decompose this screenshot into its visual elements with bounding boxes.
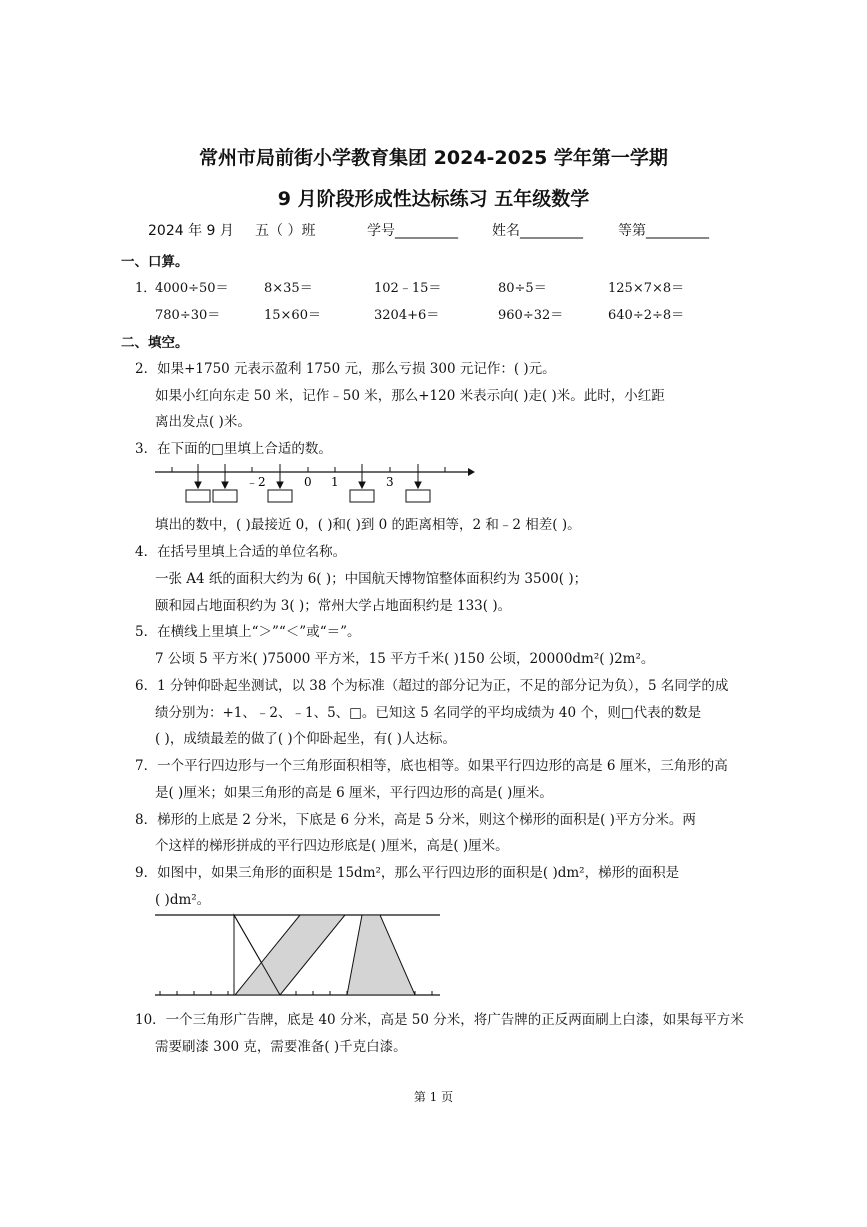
question-3-line-1: 3．在下面的□里填上合适的数。 xyxy=(135,441,332,457)
question-8-line-2: 个这样的梯形拼成的平行四边形底是( )厘米，高是( )厘米。 xyxy=(155,838,509,854)
answer-box xyxy=(186,490,210,502)
exam-date: 2024 年 9 月 xyxy=(148,223,234,239)
tick-label: 1 xyxy=(331,475,339,489)
mental-calc-item: 4000÷50＝ xyxy=(155,281,229,296)
question-number: 1． xyxy=(135,281,157,296)
question-5-line-2: 7 公顷 5 平方米( )75000 平方米，15 平方千米( )150 公顷，20000dm²( )2m²。 xyxy=(155,651,655,667)
page-number: 第 1 页 xyxy=(413,1090,454,1104)
mental-calc-item: 125×7×8＝ xyxy=(608,281,685,296)
mental-calc-item: 15×60＝ xyxy=(264,308,321,323)
section-heading-2: 二、填空。 xyxy=(121,335,189,351)
class-field: 五（ ）班 xyxy=(255,223,316,239)
question-2-line-1: 2．如果+1750 元表示盈利 1750 元，那么亏损 300 元记作：( )元。 xyxy=(135,361,556,377)
down-arrow-icon xyxy=(195,482,201,488)
student-number-field: 学号_________ xyxy=(367,223,458,239)
answer-box xyxy=(213,490,237,502)
down-arrow-icon xyxy=(359,482,365,488)
geometry-figure xyxy=(150,910,445,1000)
question-7-line-2: 是( )厘米；如果三角形的高是 6 厘米，平行四边形的高是( )厘米。 xyxy=(155,785,553,801)
question-9-line-1: 9．如图中，如果三角形的面积是 15dm²，那么平行四边形的面积是( )dm²，梯形的面积是 xyxy=(135,865,680,881)
answer-box xyxy=(350,490,374,502)
page-subtitle: 9 月阶段形成性达标练习 五年级数学 xyxy=(277,188,590,210)
mental-calc-item: 3204+6＝ xyxy=(374,308,440,323)
question-2-line-2: 如果小红向东走 50 米，记作﹣50 米，那么+120 米表示向( )走( )米。此时，小红距 xyxy=(155,388,665,404)
mental-calc-item: 80÷5＝ xyxy=(498,281,547,296)
trapezoid-shape xyxy=(347,915,415,995)
question-3-line-2: 填出的数中，( )最接近 0，( )和( )到 0 的距离相等，2 和﹣2 相差( )。 xyxy=(155,517,581,533)
question-7-line-1: 7．一个平行四边形与一个三角形面积相等，底也相等。如果平行四边形的高是 6 厘米，三角形的高 xyxy=(135,758,728,774)
question-4-line-3: 颐和园占地面积约为 3( )；常州大学占地面积约是 133( )。 xyxy=(155,598,512,614)
mental-calc-item: 102﹣15＝ xyxy=(374,281,442,296)
student-name-field: 姓名_________ xyxy=(492,223,583,239)
question-6-line-1: 6．1 分钟仰卧起坐测试，以 38 个为标准（超过的部分记为正，不足的部分记为负），5 名同学的成 xyxy=(135,678,729,694)
down-arrow-icon xyxy=(277,482,283,488)
question-2-line-3: 离出发点( )米。 xyxy=(155,414,251,430)
tick-label: ﹣2 xyxy=(246,475,266,489)
question-10-line-1: 10．一个三角形广告牌，底是 40 分米，高是 50 分米，将广告牌的正反两面刷上白漆，如果每平方米 xyxy=(135,1012,744,1028)
answer-box xyxy=(406,490,430,502)
mental-calc-item: 960÷32＝ xyxy=(498,308,564,323)
tick-label: 3 xyxy=(386,475,394,489)
question-6-line-3: ( )，成绩最差的做了( )个仰卧起坐，有( )人达标。 xyxy=(155,731,456,747)
question-6-line-2: 绩分别为：+1、﹣2、﹣1、5、□。已知这 5 名同学的平均成绩为 40 个，则□代表的数是 xyxy=(155,705,702,721)
question-8-line-1: 8．梯形的上底是 2 分米，下底是 6 分米，高是 5 分米，则这个梯形的面积是( )平方分米。两 xyxy=(135,812,696,828)
answer-box xyxy=(268,490,292,502)
down-arrow-icon xyxy=(222,482,228,488)
section-heading-1: 一、口算。 xyxy=(121,254,189,270)
mental-calc-item: 640÷2÷8＝ xyxy=(608,308,685,323)
number-line-figure xyxy=(150,458,475,508)
page-title: 常州市局前街小学教育集团 2024-2025 学年第一学期 xyxy=(199,147,668,169)
question-4-line-2: 一张 A4 纸的面积大约为 6( )；中国航天博物馆整体面积约为 3500( )； xyxy=(155,571,588,587)
tick-label: 0 xyxy=(304,475,312,489)
question-10-line-2: 需要刷漆 300 克，需要准备( )千克白漆。 xyxy=(155,1039,407,1055)
question-5-line-1: 5．在横线上里填上“＞”“＜”或“＝”。 xyxy=(135,624,361,640)
down-arrow-icon xyxy=(415,482,421,488)
grade-field: 等第_________ xyxy=(618,223,709,239)
mental-calc-item: 8×35＝ xyxy=(264,281,313,296)
question-9-line-2: ( )dm²。 xyxy=(155,892,211,908)
axis-arrow-icon xyxy=(468,468,475,476)
question-4-line-1: 4．在括号里填上合适的单位名称。 xyxy=(135,544,347,560)
mental-calc-item: 780÷30＝ xyxy=(155,308,221,323)
